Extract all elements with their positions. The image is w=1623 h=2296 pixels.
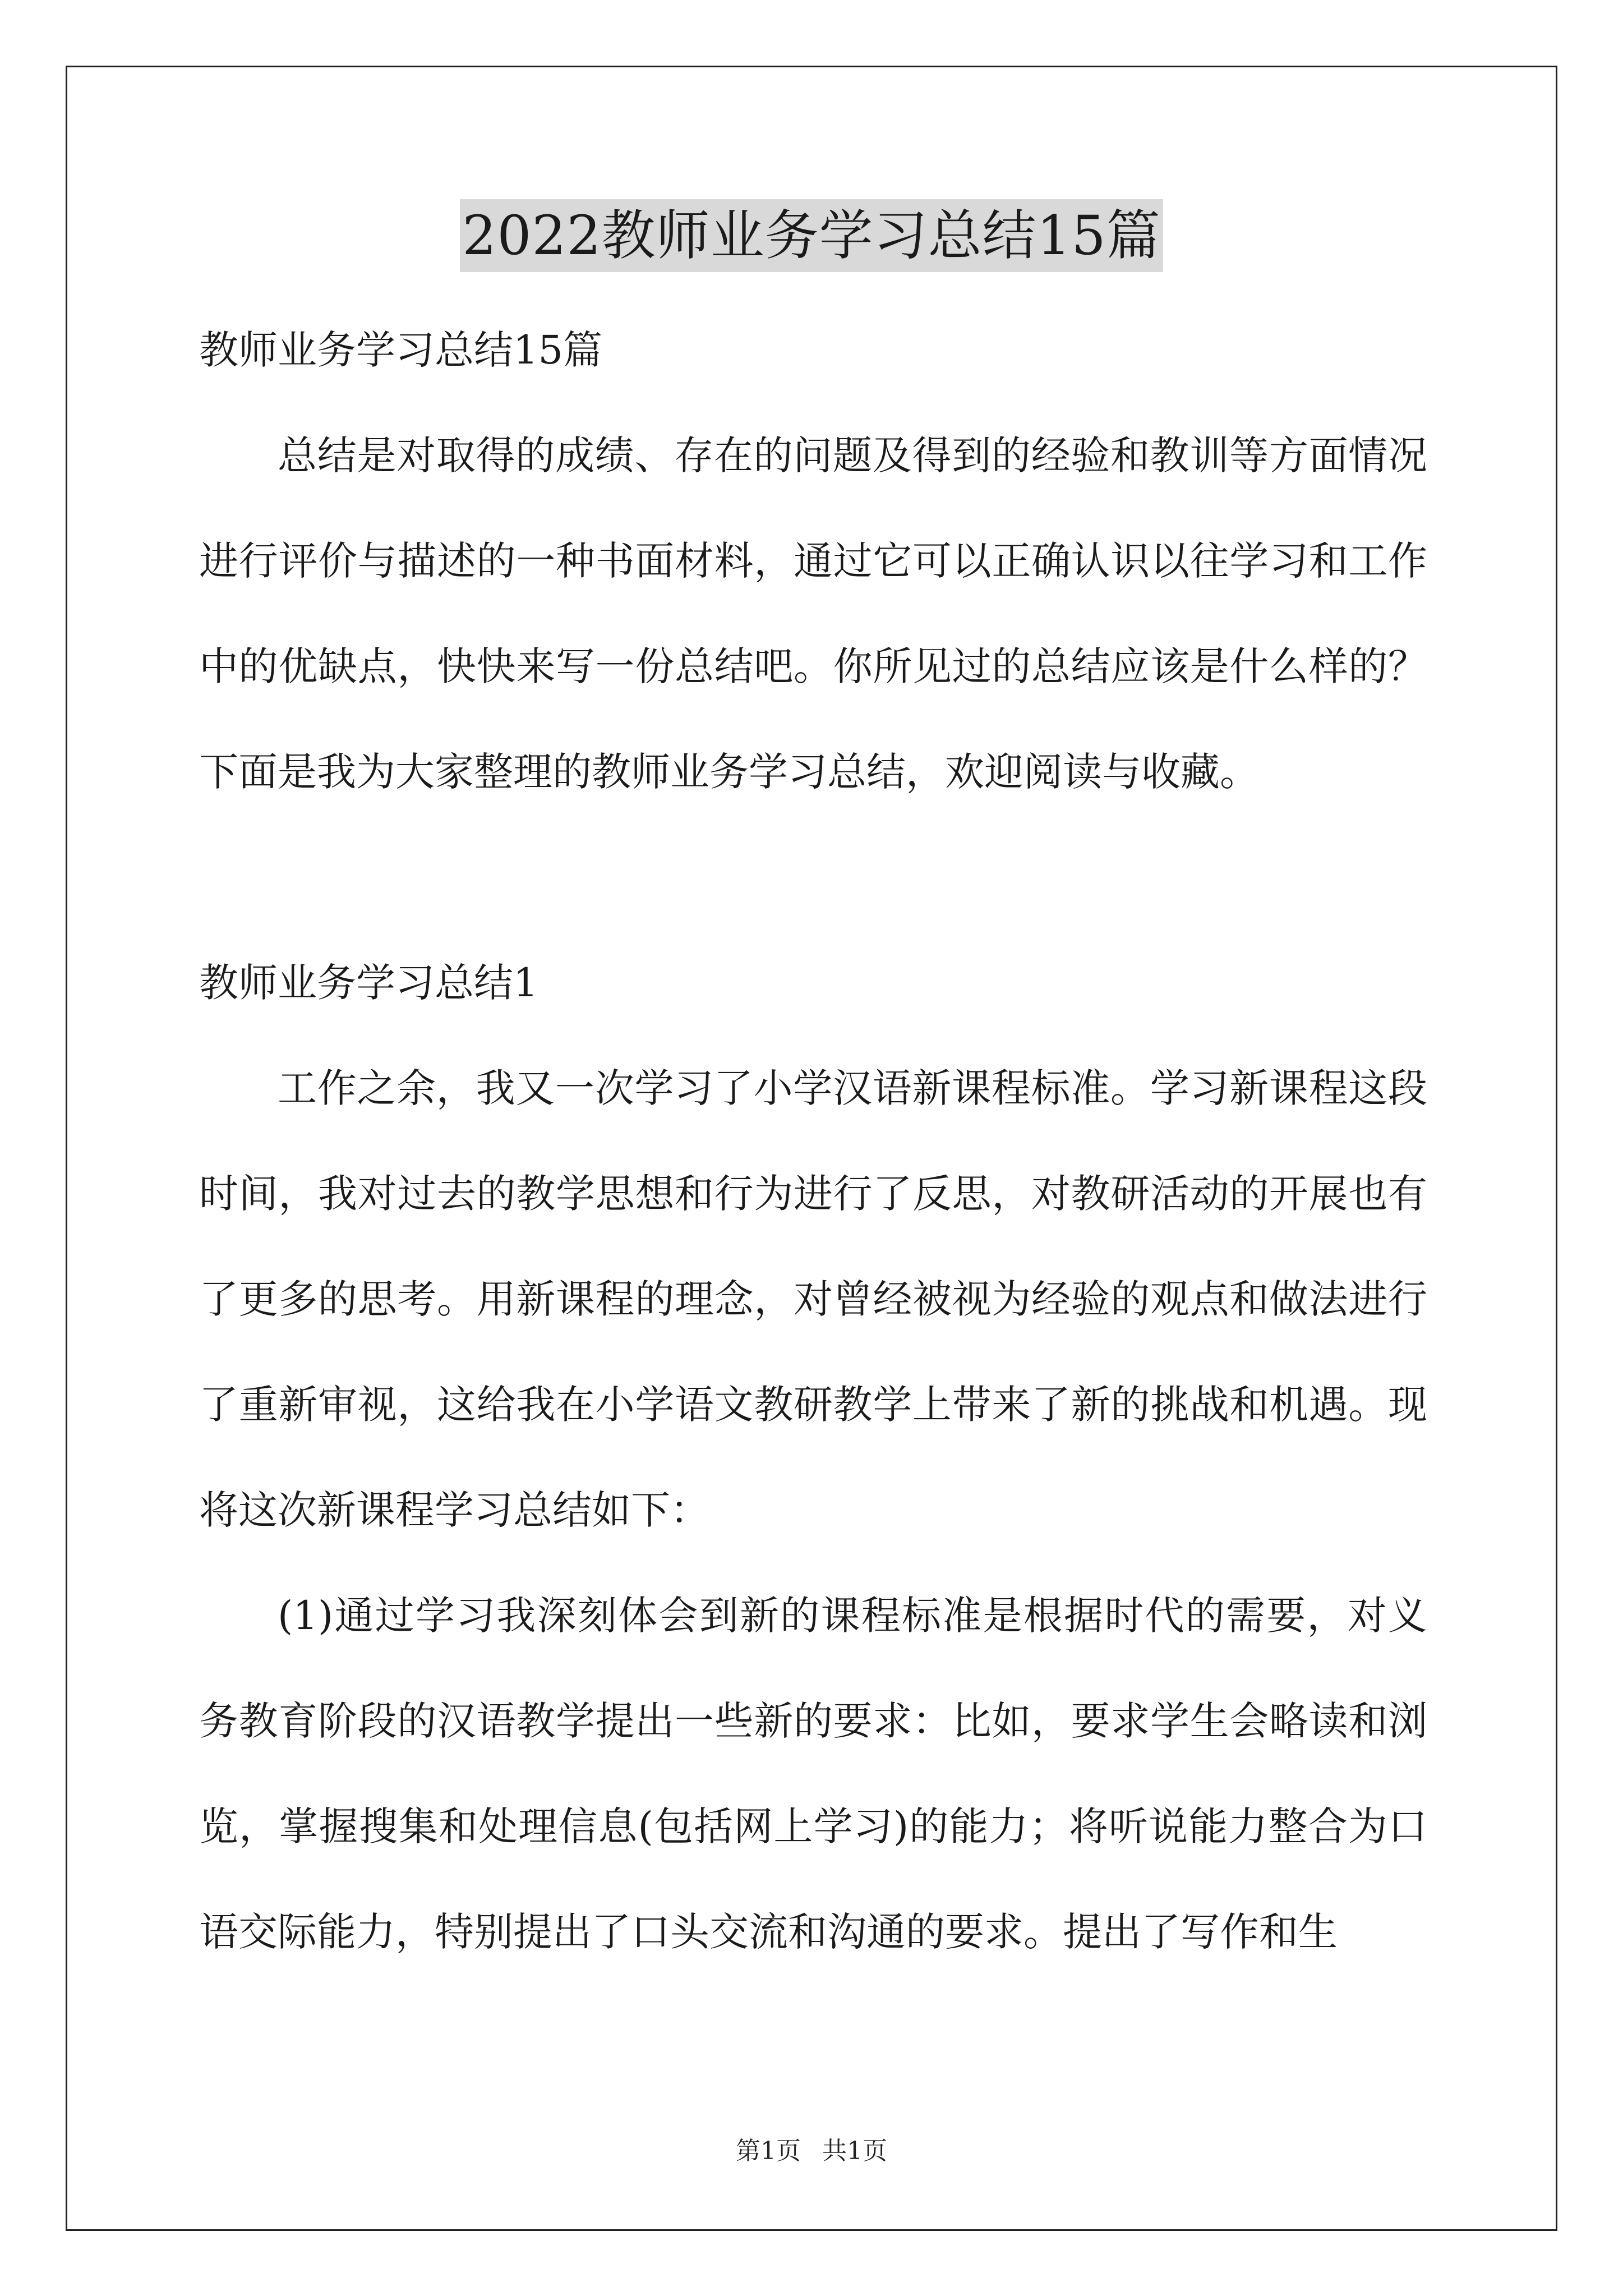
- document-subtitle: 教师业务学习总结15篇: [199, 327, 603, 373]
- section-1-paragraph-2: (1)通过学习我深刻体会到新的课程标准是根据时代的需要，对义务教育阶段的汉语教学提出一些新的要求：比如，要求学生会略读和浏览，掌握搜集和处理信息(包括网上学习)的能力；将听说能力整合为口语交际能力，特别提出了口头交流和沟通的要求。提出了写作和生: [199, 1593, 1427, 1955]
- section-heading-1: 教师业务学习总结1: [199, 960, 538, 1006]
- section-1-paragraph-1: 工作之余，我又一次学习了小学汉语新课程标准。学习新课程这段时间，我对过去的教学思想和行为进行了反思，对教研活动的开展也有了更多的思考。用新课程的理念，对曾经被视为经验的观点和做法进行了重新审视，这给我在小学语文教研教学上带来了新的挑战和机遇。现将这次新课程学习总结如下：: [199, 1065, 1427, 1533]
- title-container: [0, 199, 1623, 272]
- page-footer: [0, 2134, 1623, 2168]
- page-total: 共1页: [822, 2137, 887, 2165]
- document-body: [199, 297, 1427, 1985]
- spacer: [199, 825, 1427, 930]
- document-title: 2022教师业务学习总结15篇: [460, 199, 1163, 272]
- page-number: 第1页: [736, 2137, 801, 2165]
- intro-paragraph: 总结是对取得的成绩、存在的问题及得到的经验和教训等方面情况进行评价与描述的一种书面材料，通过它可以正确认识以往学习和工作中的优缺点，快快来写一份总结吧。你所见过的总结应该是什么样的？下面是我为大家整理的教师业务学习总结，欢迎阅读与收藏。: [199, 432, 1427, 795]
